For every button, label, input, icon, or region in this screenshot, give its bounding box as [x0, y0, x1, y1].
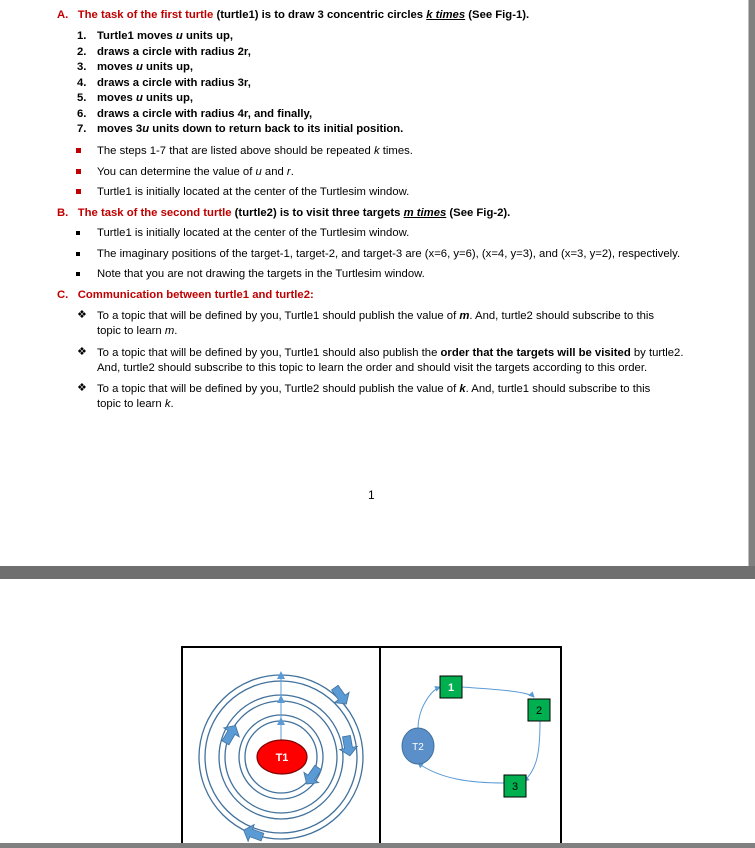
step-number: 6. — [77, 107, 87, 120]
section-b-bullet-1: Turtle1 is initially located at the center of the Turtlesim window. — [97, 227, 410, 239]
document-page-2 — [0, 579, 755, 843]
section-c-item-1-line-2 — [97, 324, 177, 338]
step-number: 7. — [77, 123, 87, 135]
bullet-square — [76, 189, 81, 194]
diamond-bullet: ❖ — [77, 309, 87, 321]
step-text-part: units down to return back to its initial position. — [149, 123, 404, 135]
step-text-part: draws a circle with radius 4r, and finally, — [97, 107, 313, 120]
bullet-var: k — [373, 145, 380, 157]
section-b-paren: (turtle2) — [234, 207, 277, 219]
page-number: 1 — [368, 488, 375, 502]
step-number: 5. — [77, 92, 87, 104]
item-text: To a topic that will be defined by you, Turtle1 should also publish the — [97, 347, 441, 359]
section-b-bullet-3: Note that you are not drawing the targets in the Turtlesim window. — [97, 268, 425, 280]
section-a-bullet-1 — [97, 144, 413, 158]
step-var: u — [135, 92, 143, 104]
item-text: . And, turtle2 should subscribe to this — [469, 310, 655, 322]
section-b-rest: is to visit three targets — [279, 207, 401, 219]
bullet-square — [76, 231, 80, 235]
section-a-title: The task of the first turtle — [77, 9, 214, 21]
block-arrow-icon — [218, 721, 244, 747]
section-b-bullet-2: The imaginary positions of the target-1, target-2, and target-3 are (x=6, y=6), (x=4, y=3), and (x=3, y=2), respectively. — [97, 248, 681, 260]
item-text: . And, turtle1 should subscribe to this — [465, 383, 651, 395]
section-a-fig: (See Fig-1). — [468, 9, 530, 21]
item-bold: order that the targets will be visited — [440, 347, 631, 359]
figure-svg — [0, 579, 755, 843]
section-a-paren: (turtle1) — [216, 9, 259, 21]
step-text-part: moves — [97, 61, 136, 73]
bullet-square — [76, 272, 80, 276]
step-number: 1. — [77, 30, 87, 42]
step-text — [97, 76, 251, 90]
target-1-label: 1 — [447, 682, 455, 694]
item-text: To a topic that will be defined by you, Turtle1 should publish the value of — [97, 310, 460, 322]
item-var: k — [164, 398, 171, 410]
section-c-item-2-line-2: And, turtle2 should subscribe to this topic to learn the order and should visit the targets according to this order. — [97, 362, 648, 374]
item-text: To a topic that will be defined by you, Turtle2 should publish the value of — [97, 383, 460, 395]
diamond-bullet: ❖ — [77, 346, 87, 358]
bullet-square — [76, 169, 81, 174]
item-var: m — [164, 325, 175, 337]
page-separator — [0, 566, 755, 579]
section-c-title: Communication between turtle1 and turtle2: — [77, 289, 314, 301]
item-text: . — [174, 325, 178, 337]
turtle2-label: T2 — [412, 742, 424, 753]
section-b-letter: B. — [57, 207, 69, 219]
step-text-part: units up, — [142, 61, 194, 73]
section-c-item-3-line-2 — [97, 397, 174, 411]
step-var: u — [175, 30, 183, 42]
step-text-part: draws a circle with radius 3r, — [97, 76, 251, 89]
bullet-text: . — [290, 166, 294, 178]
step-text-part: moves 3 — [97, 123, 143, 135]
turtle1-label: T1 — [275, 752, 289, 764]
section-a-letter: A. — [57, 9, 69, 21]
item-var: m — [459, 310, 470, 322]
bullet-square — [76, 148, 81, 153]
step-text-part: units up, — [142, 92, 194, 104]
step-number: 3. — [77, 61, 87, 73]
step-var: u — [135, 61, 143, 73]
section-c-letter: C. — [57, 289, 69, 301]
step-text-part: draws a circle with radius 2r, — [97, 45, 251, 58]
block-arrow-icon — [327, 682, 353, 709]
section-b-heading — [57, 206, 510, 220]
section-c-heading — [57, 288, 314, 302]
section-c-item-2-line-1 — [97, 346, 683, 360]
step-text-part: Turtle1 moves — [97, 30, 176, 42]
step-var: u — [142, 123, 150, 135]
bullet-var: u — [255, 166, 262, 178]
section-a-rest: is to draw 3 concentric circles — [261, 9, 424, 21]
section-a-k: k times — [426, 9, 466, 21]
section-a-heading — [57, 8, 529, 22]
bullet-text: The steps 1-7 that are listed above should be repeated — [97, 145, 374, 157]
section-b-m: m times — [403, 207, 447, 219]
up-arrow-icon — [277, 695, 285, 703]
step-text — [97, 122, 403, 136]
diamond-bullet: ❖ — [77, 382, 87, 394]
section-b-title: The task of the second turtle — [77, 207, 232, 219]
section-b-fig: (See Fig-2). — [449, 207, 511, 219]
step-number: 4. — [77, 76, 87, 89]
section-c-item-3-line-1 — [97, 382, 650, 396]
step-text — [97, 60, 193, 74]
target-3-label: 3 — [511, 781, 519, 793]
bullet-var: r — [286, 166, 291, 178]
section-c-item-1-line-1 — [97, 309, 654, 323]
section-a-bullet-2 — [97, 165, 294, 179]
path-t2-to-1 — [418, 687, 440, 729]
step-text — [97, 107, 312, 121]
item-var: k — [459, 383, 466, 395]
target-2-label: 2 — [535, 705, 543, 717]
step-text — [97, 45, 251, 59]
step-text — [97, 91, 193, 105]
item-text: . — [170, 398, 174, 410]
step-text-part: units up, — [182, 30, 234, 42]
path-3-to-t2 — [418, 763, 504, 783]
step-number: 2. — [77, 45, 87, 58]
step-text — [97, 29, 233, 43]
block-arrow-icon — [241, 822, 266, 843]
item-text: by turtle2. — [630, 347, 684, 359]
bullet-text: times. — [379, 145, 413, 157]
item-text: topic to learn — [97, 325, 165, 337]
bullet-text: You can determine the value of — [97, 166, 256, 178]
path-2-to-3 — [524, 721, 540, 781]
section-a-bullet-3: Turtle1 is initially located at the center of the Turtlesim window. — [97, 186, 410, 198]
path-1-to-2 — [462, 687, 534, 697]
item-text: topic to learn — [97, 398, 165, 410]
bullet-square — [76, 252, 80, 256]
step-text-part: moves — [97, 92, 136, 104]
bullet-text: and — [261, 166, 287, 178]
